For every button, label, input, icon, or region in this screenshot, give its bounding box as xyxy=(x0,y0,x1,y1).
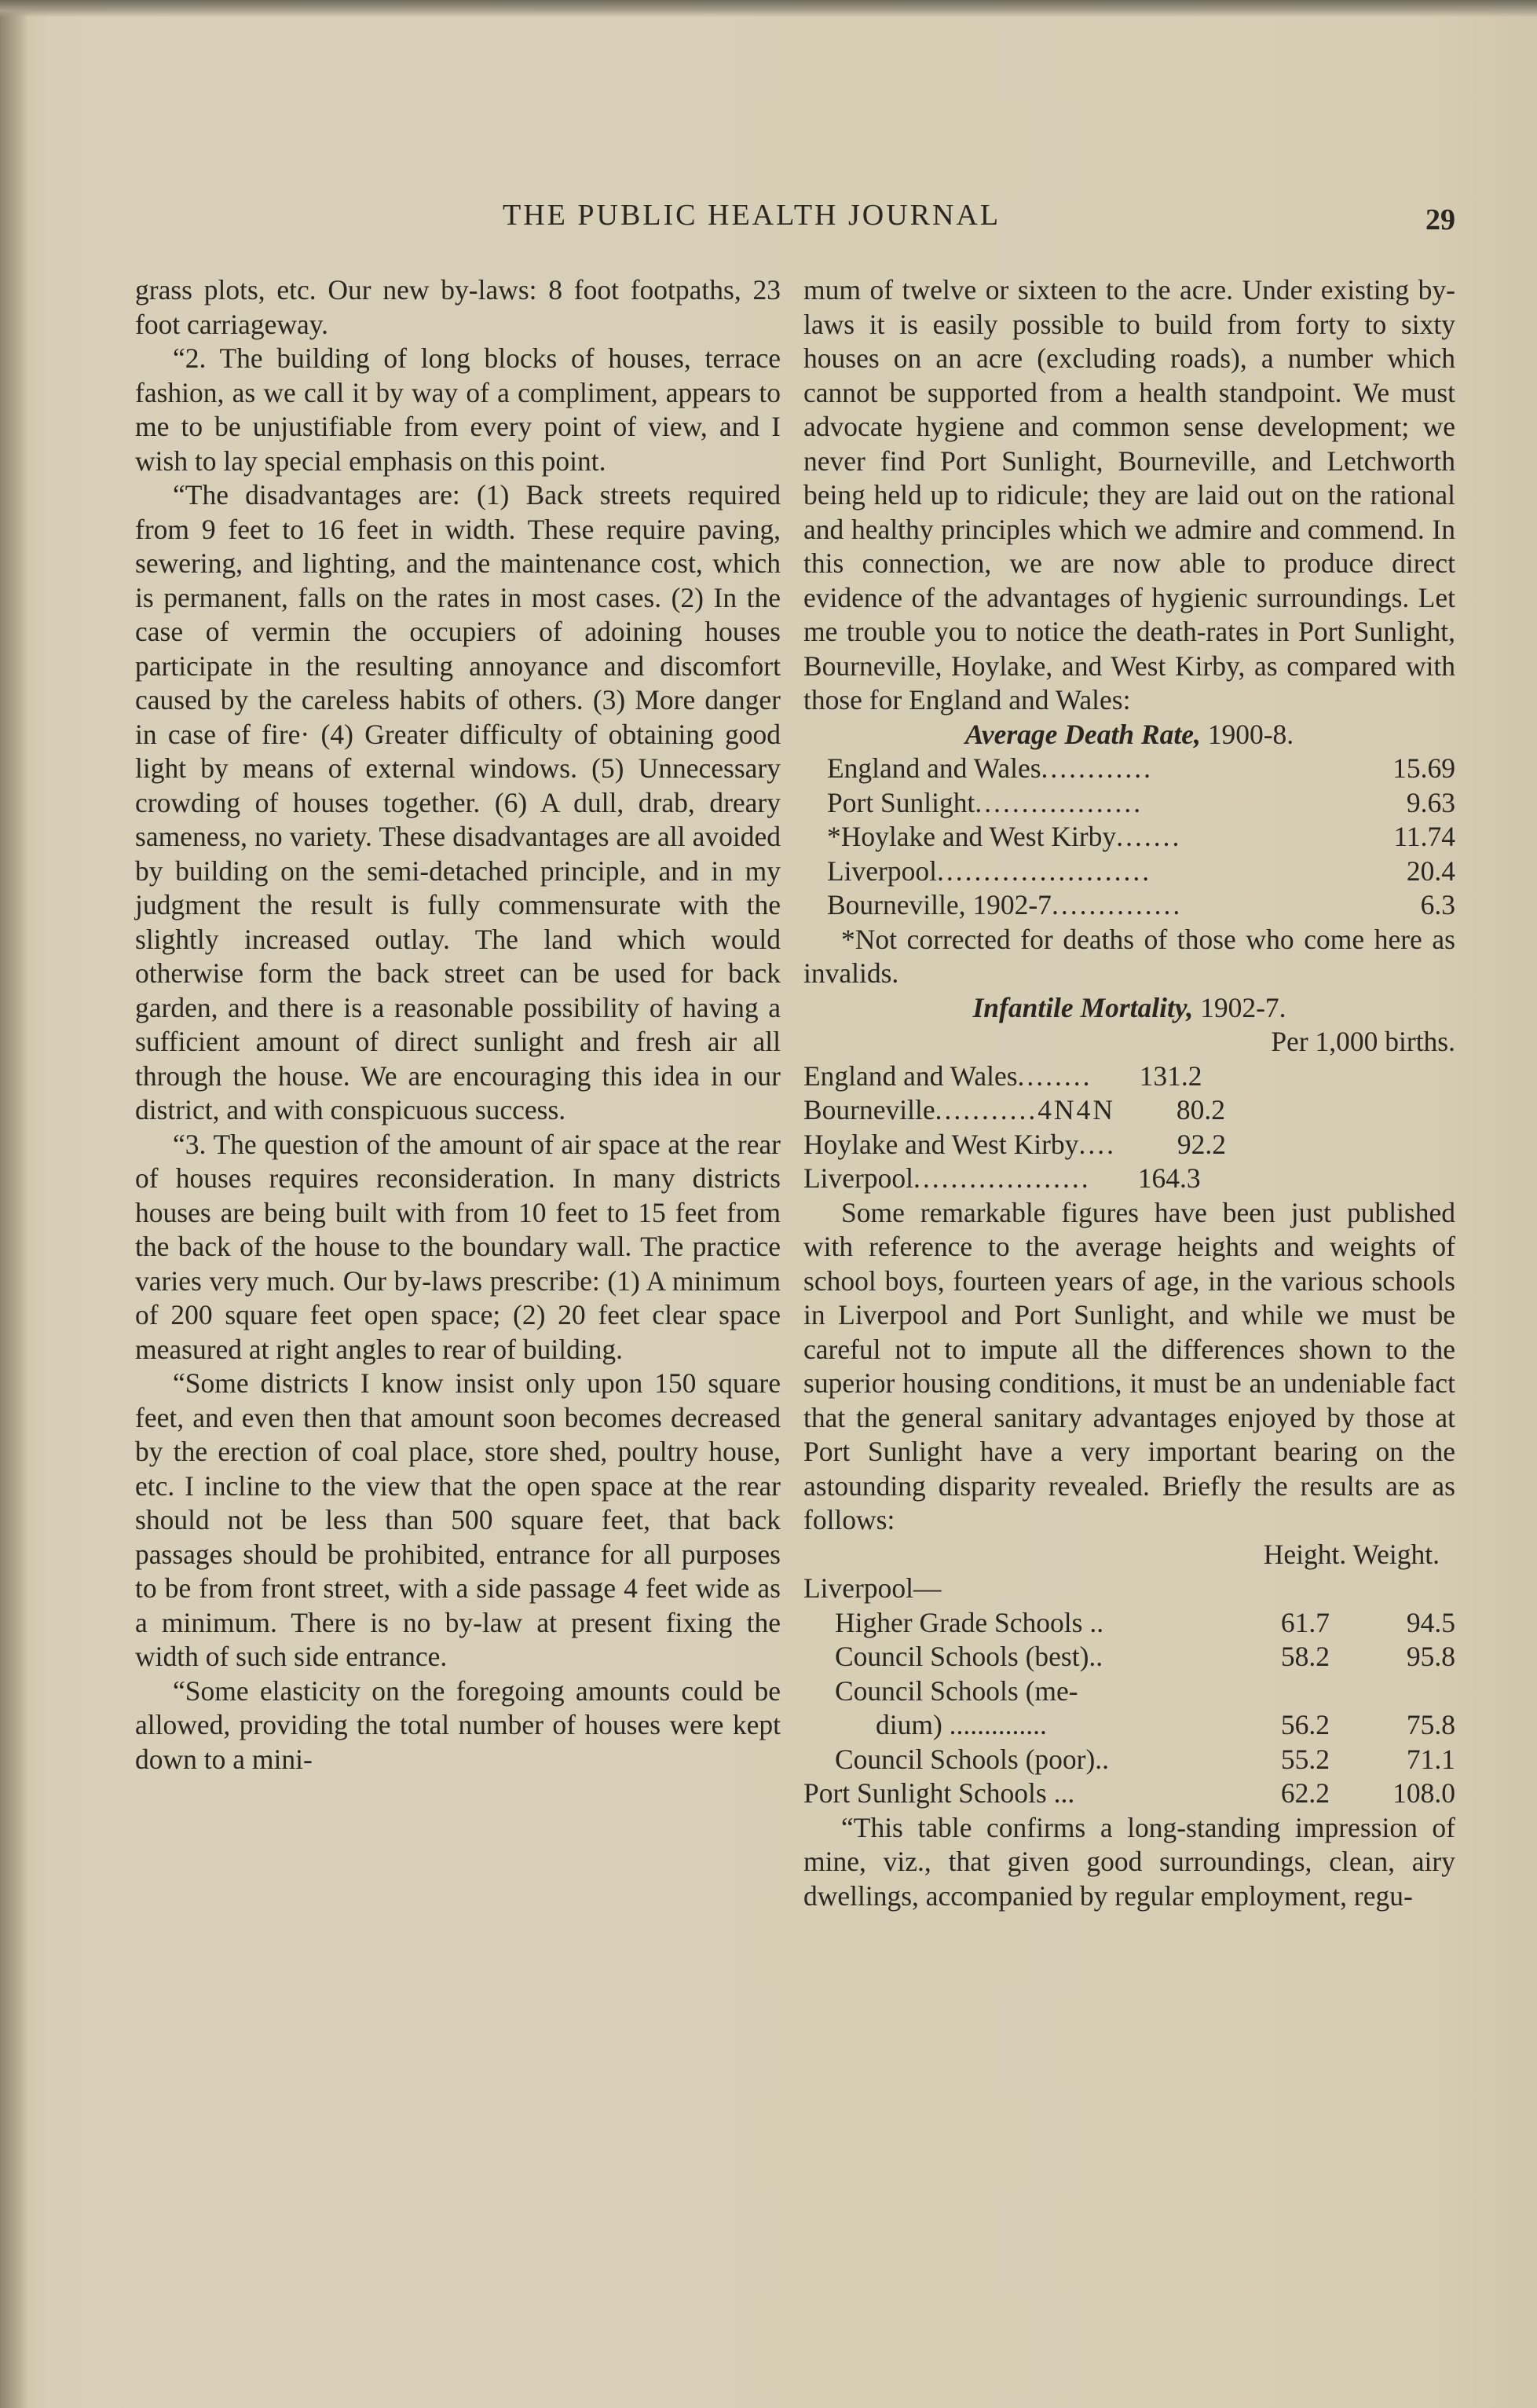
table-row: dium) .............. 56.2 75.8 xyxy=(876,1709,1455,1740)
left-column xyxy=(135,273,781,1777)
paragraph: “Some districts I know insist only upon 150 square feet, and even then that amount soon becomes decreased by the erection of coal place, store shed, poultry house, etc. I incline to the view that the open space at the rear should not be less than 500 square feet, that back passages should be prohibited, entrance for all purposes to be from front street, with a side passage 4 feet wide as a minimum. There is no by-law at present fixing the width of such side entrance. xyxy=(135,1367,781,1672)
book-spine-shadow xyxy=(0,0,27,2408)
table-row: Bourneville ...........4N4N 80.2 xyxy=(803,1094,1226,1125)
height-weight-table xyxy=(803,1606,1455,1811)
page-number: 29 xyxy=(1425,203,1455,236)
paragraph: “2. The building of long blocks of houses, terrace fashion, as we call it by way of a compliment, appears to me to be unjustifiable from every point of view, and I wish to lay special emphasis on this point. xyxy=(135,342,781,477)
paragraph: Some remarkable figures have been just published with reference to the average heights and weights of school boys, fourteen years of age, in the various schools in Liverpool and Port Sunlight, and while we must be careful not to impute all the differences shown to the superior housing conditions, it must be an undeniable fact that the general sanitary advantages enjoyed by those at Port Sunlight have a very important bearing on the astounding disparity revealed. Briefly the results are as follows: xyxy=(803,1196,1455,1535)
table-row: Port Sunlight Schools ... 62.2 108.0 xyxy=(803,1777,1455,1809)
page-top-edge xyxy=(0,0,1537,17)
paragraph: “Some elasticity on the foregoing amounts could be allowed, providing the total number of houses were kept down to a mini- xyxy=(135,1674,781,1775)
table-row: Liverpool ....................... 20.4 xyxy=(827,855,1455,887)
height-weight-group-label: Liverpool— xyxy=(803,1572,942,1604)
table-row: England and Wales ............ 15.69 xyxy=(827,752,1455,784)
table-row: Liverpool ................... 164.3 xyxy=(803,1162,1201,1194)
infant-mortality-table xyxy=(803,1059,1455,1196)
height-weight-header: Height. Weight. xyxy=(1263,1538,1440,1570)
table-row: England and Wales ........ 131.2 xyxy=(803,1059,1202,1092)
running-header xyxy=(0,198,1537,245)
paragraph: “The disadvantages are: (1) Back streets required from 9 feet to 16 feet in width. These require paving, sewering, and lighting, and the maintenance cost, which is permanent, falls on the rates in most cases. (2) In the case of vermin the occupiers of adoining houses participate in the resulting annoyance and discomfort caused by the careless habits of others. (3) More danger in case of fire· (4) Greater difficulty of obtaining good light by means of external windows. (5) Unnecessary crowding of houses together. (6) A dull, drab, dreary sameness, no variety. These disadvantages are all avoided by building on the semi-detached principle, and in my judgment the result is fully commensurate with the slightly increased outlay. The land which would otherwise form the back street can be used for back garden, and there is a reasonable possibility of having a sufficient amount of direct sunlight and fresh air all through the house. We are encouraging this idea in our district, and with conspicuous success. xyxy=(135,479,781,1125)
table-row: Hoylake and West Kirby .... 92.2 xyxy=(803,1128,1226,1160)
infant-mortality-heading: Infantile Mortality, 1902-7. xyxy=(972,991,1286,1023)
paragraph: mum of twelve or sixteen to the acre. Under existing by-laws it is easily possible to build from forty to sixty houses on an acre (excluding roads), a number which cannot be supported from a health standpoint. We must advocate hygiene and common sense development; we never find Port Sunlight, Bourneville, and Letchworth being held up to ridicule; they are laid out on the rational and healthy principles which we admire and commend. In this connection, we are now able to produce direct evidence of the advantages of hygienic surroundings. Let me trouble you to notice the death-rates in Port Sunlight, Bourneville, Hoylake, and West Kirby, as compared with those for England and Wales: xyxy=(803,274,1455,715)
paragraph: “3. The question of the amount of air space at the rear of houses requires reconsideration. In many districts houses are being built with from 10 feet to 15 feet from the back of the house to the boundary wall. The practice varies very much. Our by-laws prescribe: (1) A minimum of 200 square feet open space; (2) 20 feet clear space measured at right angles to rear of building. xyxy=(135,1128,781,1365)
table-row: Bourneville, 1902-7 .............. 6.3 xyxy=(827,889,1455,920)
death-rate-heading: Average Death Rate, 1900-8. xyxy=(964,718,1294,750)
journal-title: THE PUBLIC HEALTH JOURNAL xyxy=(503,199,1001,232)
table-row: Council Schools (me- xyxy=(835,1674,1078,1707)
table-row: Council Schools (best).. 58.2 95.8 xyxy=(835,1641,1455,1672)
paragraph: “This table confirms a long-standing impression of mine, viz., that given good surroundings, clean, airy dwellings, accompanied by regular employment, regu- xyxy=(803,1811,1455,1912)
right-column xyxy=(803,273,1455,1913)
paragraph: grass plots, etc. Our new by-laws: 8 foot footpaths, 23 foot carriageway. xyxy=(135,274,781,340)
table-row: Port Sunlight .................. 9.63 xyxy=(827,786,1455,818)
death-rate-table xyxy=(803,752,1455,923)
table-row: *Hoylake and West Kirby ....... 11.74 xyxy=(827,821,1455,852)
footnote: *Not corrected for deaths of those who come here as invalids. xyxy=(803,923,1455,989)
table-row: Higher Grade Schools .. 61.7 94.5 xyxy=(835,1606,1455,1638)
table-row: Council Schools (poor).. 55.2 71.1 xyxy=(835,1743,1455,1775)
infant-mortality-unit: Per 1,000 births. xyxy=(1271,1026,1455,1057)
